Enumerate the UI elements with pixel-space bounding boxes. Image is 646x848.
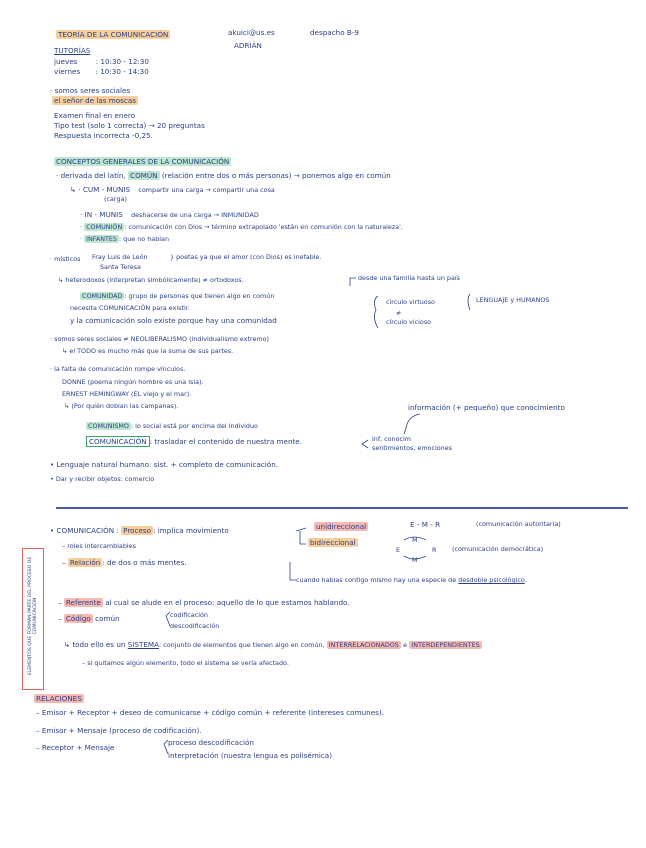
tutoria-viernes: viernes : 10:30 - 14:30: [54, 67, 149, 76]
cycle-label: R: [432, 546, 437, 554]
concept-line: información (+ pequeño) que conocimiento: [408, 403, 565, 412]
concept-line: COMUNIDAD : grupo de personas que tienen algo en común: [82, 292, 275, 300]
concept-line: y la comunicación solo existe porque hay una comunidad: [70, 316, 277, 325]
side-label-box: [22, 548, 44, 690]
concept-line: · místicos: [50, 255, 81, 263]
concept-line: LENGUAJE y HUMANOS: [476, 296, 550, 304]
arrow-line: [362, 440, 368, 448]
concept-line: · INFANTES : que no hablan: [80, 235, 169, 243]
concept-line: ≠: [396, 309, 402, 317]
brace: [468, 294, 470, 310]
proceso-line: – si quitamos algún elemento, todo el sistema se vería afectado.: [82, 659, 289, 667]
relacion-line: proceso descodificación: [168, 738, 254, 747]
proceso-line: – roles intercambiables: [62, 542, 136, 550]
exam-line: Respuesta incorrecta -0,25.: [54, 131, 153, 140]
proceso-line: bidireccional: [310, 538, 356, 547]
cycle-label: M: [412, 556, 418, 564]
concept-line: inf, conocim: [372, 435, 412, 443]
concept-line: desde una familia hasta un país: [358, 274, 461, 282]
tutoria-jueves: jueves : 10:30 - 12:30: [54, 57, 149, 66]
proceso-line: – Relación : de dos o más mentes.: [62, 558, 187, 567]
concept-line: (carga): [104, 195, 127, 203]
section-divider: [56, 507, 628, 509]
arrow-line: [404, 414, 420, 434]
proceso-line: descodificación: [170, 622, 220, 630]
concept-line: · derivada del latín, COMÚN (relación entre dos o más personas) → ponemos algo en común: [56, 171, 391, 180]
concept-line: ERNEST HEMINGWAY (EL viejo y el mar).: [62, 390, 192, 398]
office: despacho B-9: [310, 28, 359, 37]
concept-line: • Lenguaje natural humano: sist. + completo de comunicación.: [50, 460, 279, 469]
proceso-line: E - M - R: [410, 520, 441, 529]
intro-line: · somos seres sociales: [50, 86, 131, 95]
section-heading: CONCEPTOS GENERALES DE LA COMUNICACIÓN: [56, 157, 230, 166]
section-heading: RELACIONES: [36, 694, 82, 703]
side-label: ELEMENTOS QUE FORMAN PARTE DEL PROCESO DE COMUNICACIÓN: [28, 556, 38, 676]
concept-line: DONNE (poema ningún hombre es una isla).: [62, 378, 204, 386]
concept-line: Santa Teresa: [100, 263, 141, 271]
concept-line: · IN - MUNIS deshacerse de una carga → INMUNIDAD: [80, 210, 259, 219]
concept-line: círculo virtuoso: [386, 298, 435, 306]
concept-line: Fray Luis de León: [92, 253, 148, 261]
concept-line: · COMUNIÓN : comunicación con Dios → término extrapolado 'están en comunión con la naturaleza'.: [80, 223, 403, 231]
proceso-line: (comunicación autoritaria): [476, 520, 561, 528]
concept-line: necesita COMUNICACIÓN para existir.: [70, 304, 190, 312]
relacion-line: – Receptor + Mensaje: [36, 743, 115, 752]
concept-line: } poetas ya que el amor (con Dios) es inefable.: [170, 253, 322, 261]
arrow-line: [300, 531, 306, 544]
relacion-line: – Emisor + Receptor + deseo de comunicarse + código común + referente (intereses comunes).: [36, 708, 384, 717]
intro-line: el señor de las moscas: [54, 96, 137, 105]
proceso-line: ↳ todo ello es un SISTEMA: conjunto de elementos que tienen algo en común, INTERRELACIONADOS e INTERDEPENDIENTES: [64, 640, 480, 649]
concept-line: COMUNICACIÓN : trasladar el contenido de nuestra mente.: [86, 437, 302, 446]
page-title: TEORÍA DE LA COMUNICACIÓN: [58, 30, 169, 39]
proceso-line: – Código común: [58, 614, 120, 623]
concept-line: ↳ heterodoxos (interpretan simbólicamente) ≠ ortodoxos.: [58, 276, 244, 284]
relacion-line: interpretación (nuestra lengua es polisémica): [168, 751, 332, 760]
brace: [374, 296, 378, 328]
proceso-line: codificación: [170, 611, 208, 619]
concept-line: ↳ (Por quién doblan las campanas).: [64, 402, 179, 410]
concept-line: sentimientos, emociones: [372, 444, 452, 452]
concept-line: · somos seres sociales ≠ NEOLIBERALISMO (individualismo extremo): [50, 335, 270, 343]
concept-line: ↳ el TODO es mucho más que la suma de sus partes.: [62, 347, 234, 355]
cycle-label: M: [412, 536, 418, 544]
proceso-line: cuando hablas contigo mismo hay una especie de desdoble psicológico.: [296, 576, 527, 584]
cycle-label: E: [396, 546, 401, 554]
exam-line: Tipo test (solo 1 correcta) → 20 preguntas: [54, 121, 205, 130]
email: akuici@us.es: [228, 28, 275, 37]
proceso-line: (comunicación democrática): [452, 545, 544, 553]
proceso-line: • COMUNICACIÓN : Proceso : implica movimiento: [50, 526, 229, 535]
proceso-line: unidireccional: [316, 522, 367, 531]
concept-line: ↳ · CUM - MUNIS compartir una carga → compartir una cosa: [70, 185, 275, 194]
teacher-name: ADRIÁN: [234, 41, 262, 50]
proceso-line: – Referente al cual se alude en el proceso: aquello de lo que estamos hablando.: [58, 598, 350, 607]
tutorias-label: TUTORÍAS: [54, 46, 91, 55]
concept-line: círculo vicioso: [386, 318, 432, 326]
relacion-line: – Emisor + Mensaje (proceso de codificación).: [36, 726, 202, 735]
bracket-line: [350, 278, 356, 286]
exam-line: Examen final en enero: [54, 111, 136, 120]
concept-line: • Dar y recibir objetos: comercio: [50, 475, 155, 483]
concept-line: · la falta de comunicación rompe vínculos.: [50, 365, 186, 373]
concept-line: COMUNISMO : lo social está por encima del individuo: [88, 422, 258, 430]
arrow-line: [296, 528, 306, 531]
